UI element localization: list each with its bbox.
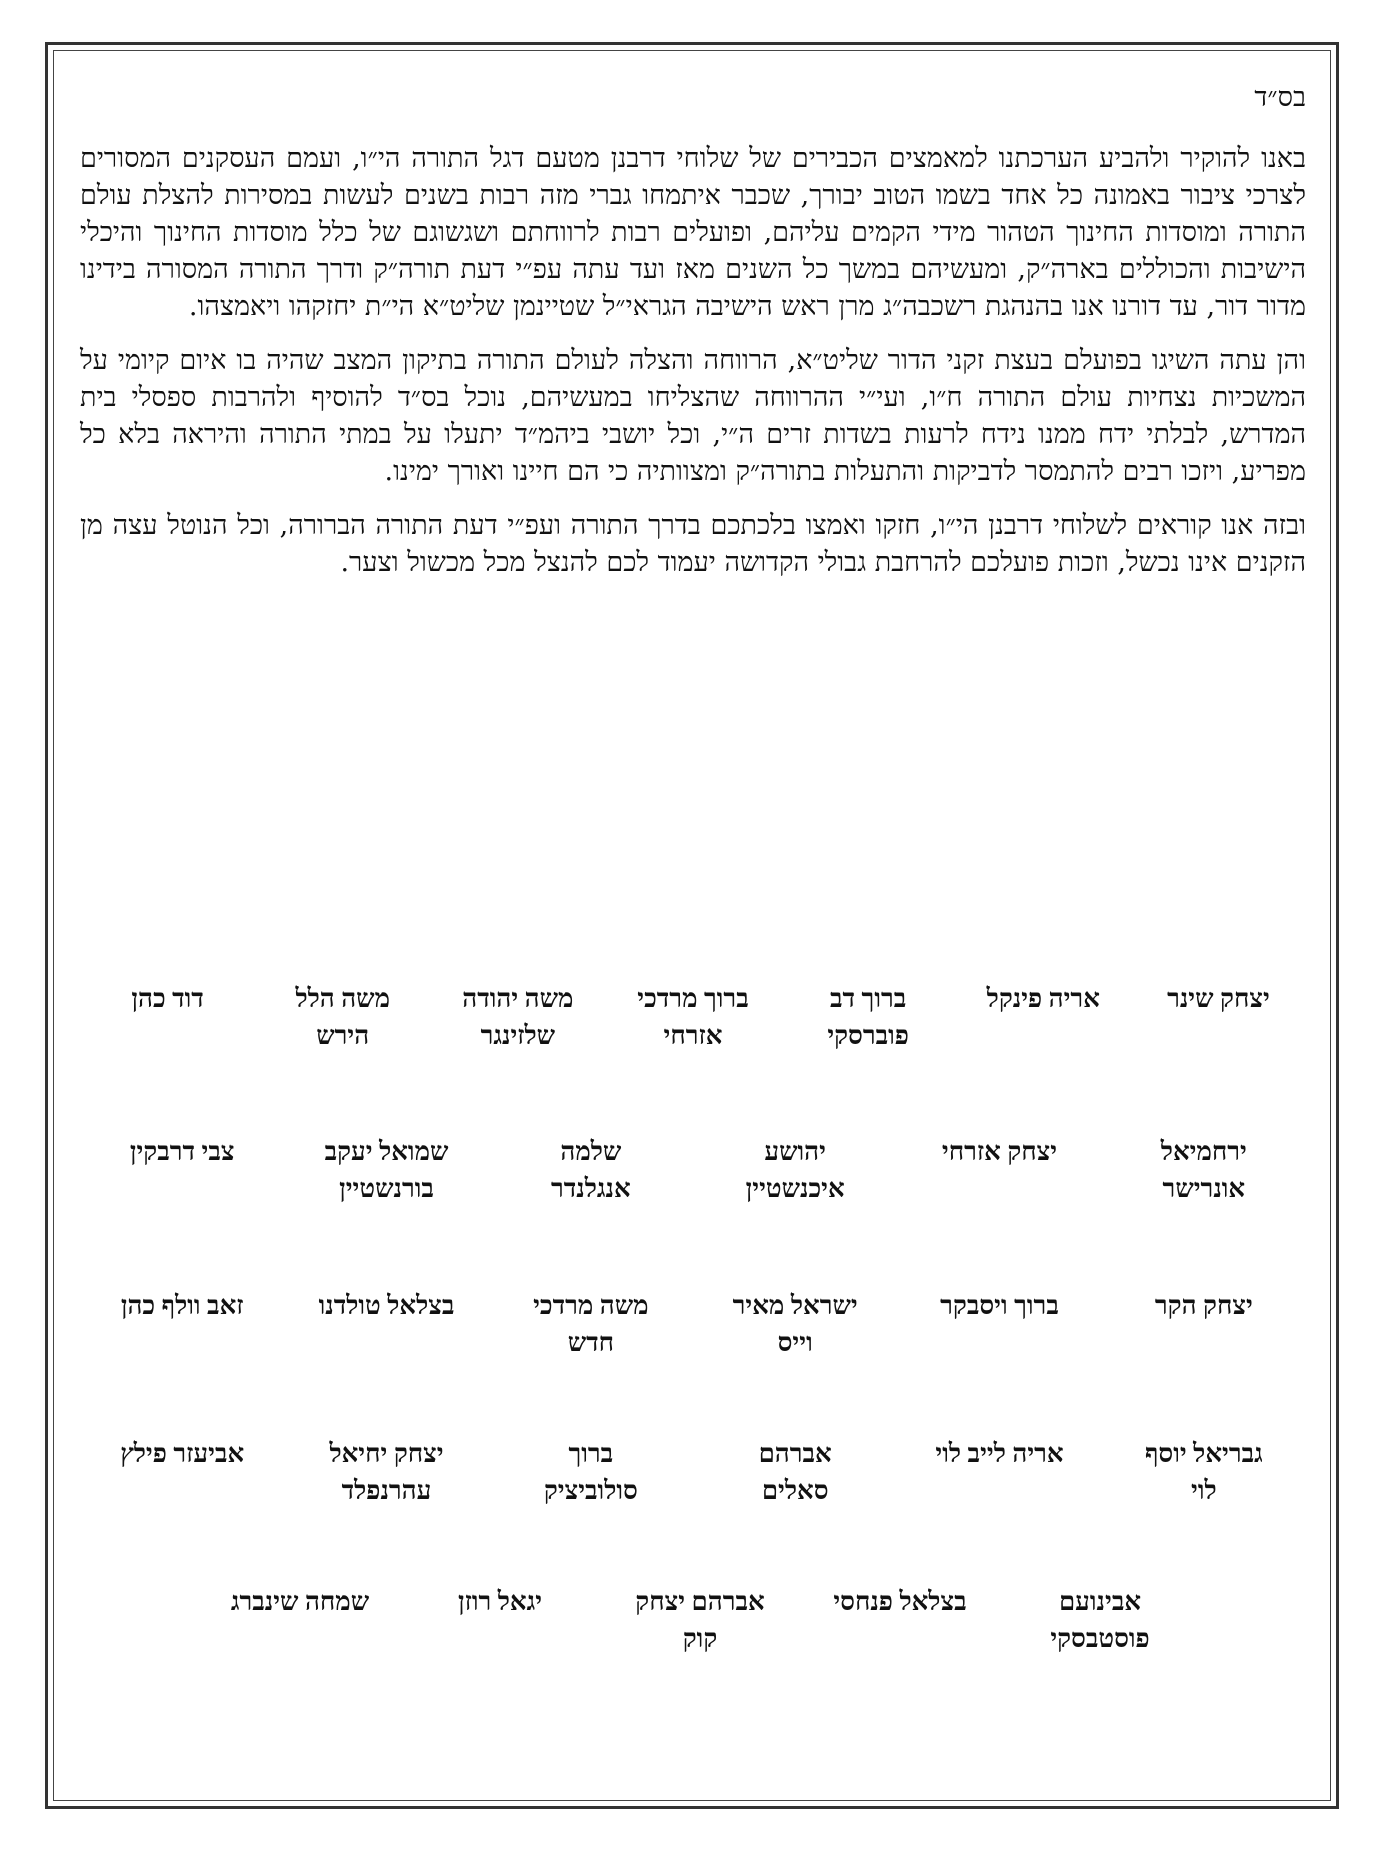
signature: ברוך מרדכי אזרחי [637, 984, 749, 1050]
signature: גבריאל יוסף לוי [1144, 1439, 1263, 1505]
signature-row-5 [200, 1583, 1200, 1657]
signature-row-4 [80, 1435, 1306, 1509]
signature-row-2 [80, 1133, 1306, 1207]
signature: דוד כהן [131, 984, 204, 1013]
letter-body [80, 80, 1306, 1770]
signature-row-3 [80, 1287, 1306, 1361]
signature: בצלאל טולדנו [318, 1291, 455, 1320]
signature: אריה לייב לוי [935, 1439, 1064, 1468]
signature: שלמה אנגלנדר [551, 1137, 631, 1203]
signature-row-1 [80, 980, 1306, 1054]
signature: צבי דרבקין [129, 1137, 235, 1166]
signature: יצחק שינר [1167, 984, 1270, 1013]
paragraph-2: והן עתה השיגו בפועלם בעצת זקני הדור שליט״א, הרווחה והצלה לעולם התורה בתיקון המצב שהיה בו איום קיומי על המשכיות נצחיות עולם התורה ח״ו, ועי״י ההרווחה שהצליחו במעשיהם, נוכל בס״ד להוסיף ולהרבות ספסלי בית המדרש, לבלתי ידח ממנו נידח לרעות בשדות זרים ה״י, וכל יושבי ביהמ״ד יתעלו על במתי התורה והיראה בלא כל מפריע, ויזכו רבים להתמסר לדביקות והתעלות בתורה״ק ומצוותיה כי הם חיינו ואורך ימינו. [80, 345, 1306, 487]
header-bsd: בס״ד [1254, 82, 1306, 113]
signature: אבינועם פוסטבסקי [1050, 1587, 1150, 1653]
signature: ברוך סולוביציק [543, 1439, 638, 1505]
signature: ברוך דב פוברסקי [827, 984, 909, 1050]
paragraph-3: ובזה אנו קוראים לשלוחי דרבנן הי״ו, חזקו ואמצו בלכתכם בדרך התורה ועפ״י דעת התורה הברורה, וכל הנוטל עצה מן הזקנים אינו נכשל, וזכות פועלכם להרחבת גבולי הקדושה יעמוד לכם להנצל מכל מכשול וצער. [80, 510, 1306, 578]
signature: משה יהודה שלזינגר [462, 984, 574, 1050]
signature: שמחה שינברג [230, 1587, 370, 1616]
signature: ישראל מאיר וייס [732, 1291, 858, 1357]
signature: יצחק יחיאל עהרנפלד [329, 1439, 444, 1505]
signature: זאב וולף כהן [120, 1291, 244, 1320]
signature: שמואל יעקב בורנשטיין [324, 1137, 449, 1203]
signature: יהושע איכנשטיין [745, 1137, 845, 1203]
paragraph-1: באנו להוקיר ולהביע הערכתנו למאמצים הכבירים של שלוחי דרבנן מטעם דגל התורה הי״ו, ועמם העסקנים המסורים לצרכי ציבור באמונה כל אחד בשמו הטוב יבורך, שכבר איתמחו גברי מזה רבות בשנים לעשות במסירות להצלת עולם התורה ומוסדות החינוך הטהור מידי הקמים עליהם, ופועלים רבות לרווחתם ושגשוגם של כלל מוסדות החינוך והיכלי הישיבות והכוללים בארה״ק, ומעשיהם במשך כל השנים מאז ועד עתה עפ״י דעת תורה״ק ודרך התורה המסורה בידינו מדור דור, עד דורנו אנו בהנהגת רשכבה״ג מרן ראש הישיבה הגראי״ל שטיינמן שליט״א הי״ת יחזקהו ויאמצהו. [80, 143, 1306, 322]
signature: ברוך ויסבקר [940, 1291, 1059, 1320]
signature: אביעזר פילץ [120, 1439, 245, 1468]
signature: יגאל רוזן [457, 1587, 543, 1616]
signature: אריה פינקל [986, 984, 1100, 1013]
signature: ירחמיאל אונרישר [1160, 1137, 1247, 1203]
signature: יצחק הקר [1154, 1291, 1253, 1320]
signature: משה הלל הירש [295, 984, 390, 1050]
signature: אברהם סאלים [758, 1439, 832, 1505]
signature: אברהם יצחק קוק [635, 1587, 765, 1653]
signature: בצלאל פנחסי [833, 1587, 967, 1616]
signature: יצחק אזרחי [941, 1137, 1058, 1166]
signature: משה מרדכי חדש [533, 1291, 649, 1357]
